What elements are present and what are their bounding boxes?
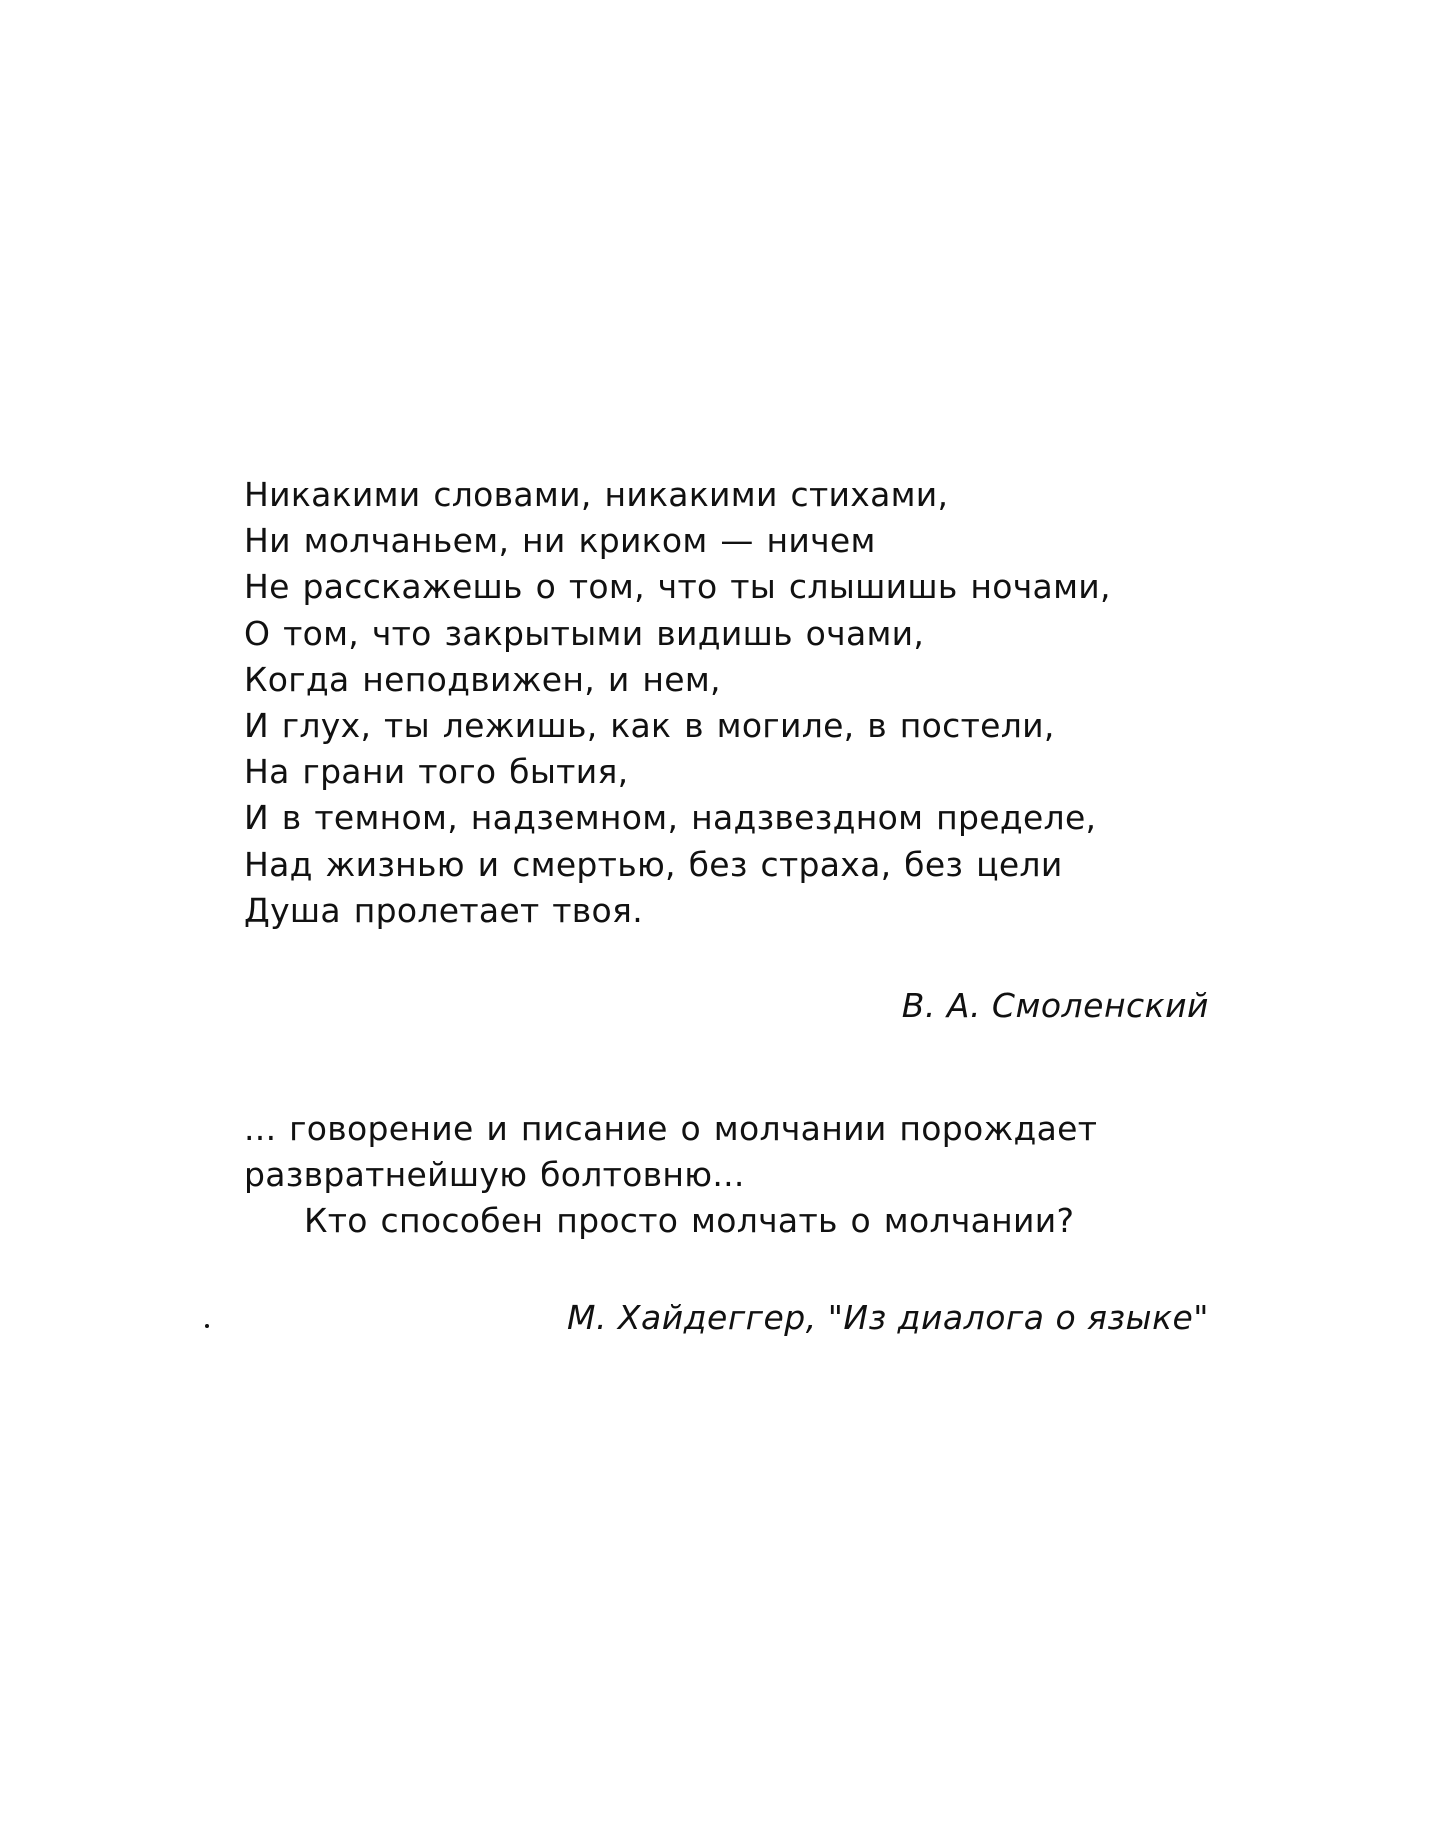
quote-line: ... говорение и писание о молчании порождает [244, 1109, 1098, 1148]
poem-line: Когда неподвижен, и нем, [244, 659, 721, 699]
poem-attribution: В. А. Смоленский [901, 986, 1209, 1025]
scan-speck [205, 1324, 209, 1328]
prose-epigraph [244, 1106, 1097, 1244]
poem-line: Не расскажешь о том, что ты слышишь ночами, [244, 567, 1111, 607]
poem-line: И глух, ты лежишь, как в могиле, в постели, [244, 705, 1055, 745]
quote-line: развратнейшую болтовню... [244, 1155, 745, 1194]
poem-epigraph [244, 472, 1111, 934]
poem-line: И в темном, надземном, надзвездном пределе, [244, 798, 1097, 838]
poem-line: Ни молчаньем, ни криком — ничем [244, 521, 876, 561]
poem-line: Над жизнью и смертью, без страха, без цели [244, 844, 1063, 884]
poem-line: На грани того бытия, [244, 752, 629, 792]
quote-attribution: М. Хайдеггер, "Из диалога о языке" [566, 1298, 1209, 1337]
poem-line: О том, что закрытыми видишь очами, [244, 613, 925, 653]
quote-line: Кто способен просто молчать о молчании? [304, 1201, 1075, 1240]
poem-line: Никакими словами, никакими стихами, [244, 475, 949, 514]
poem-line: Душа пролетает твоя. [244, 890, 643, 930]
